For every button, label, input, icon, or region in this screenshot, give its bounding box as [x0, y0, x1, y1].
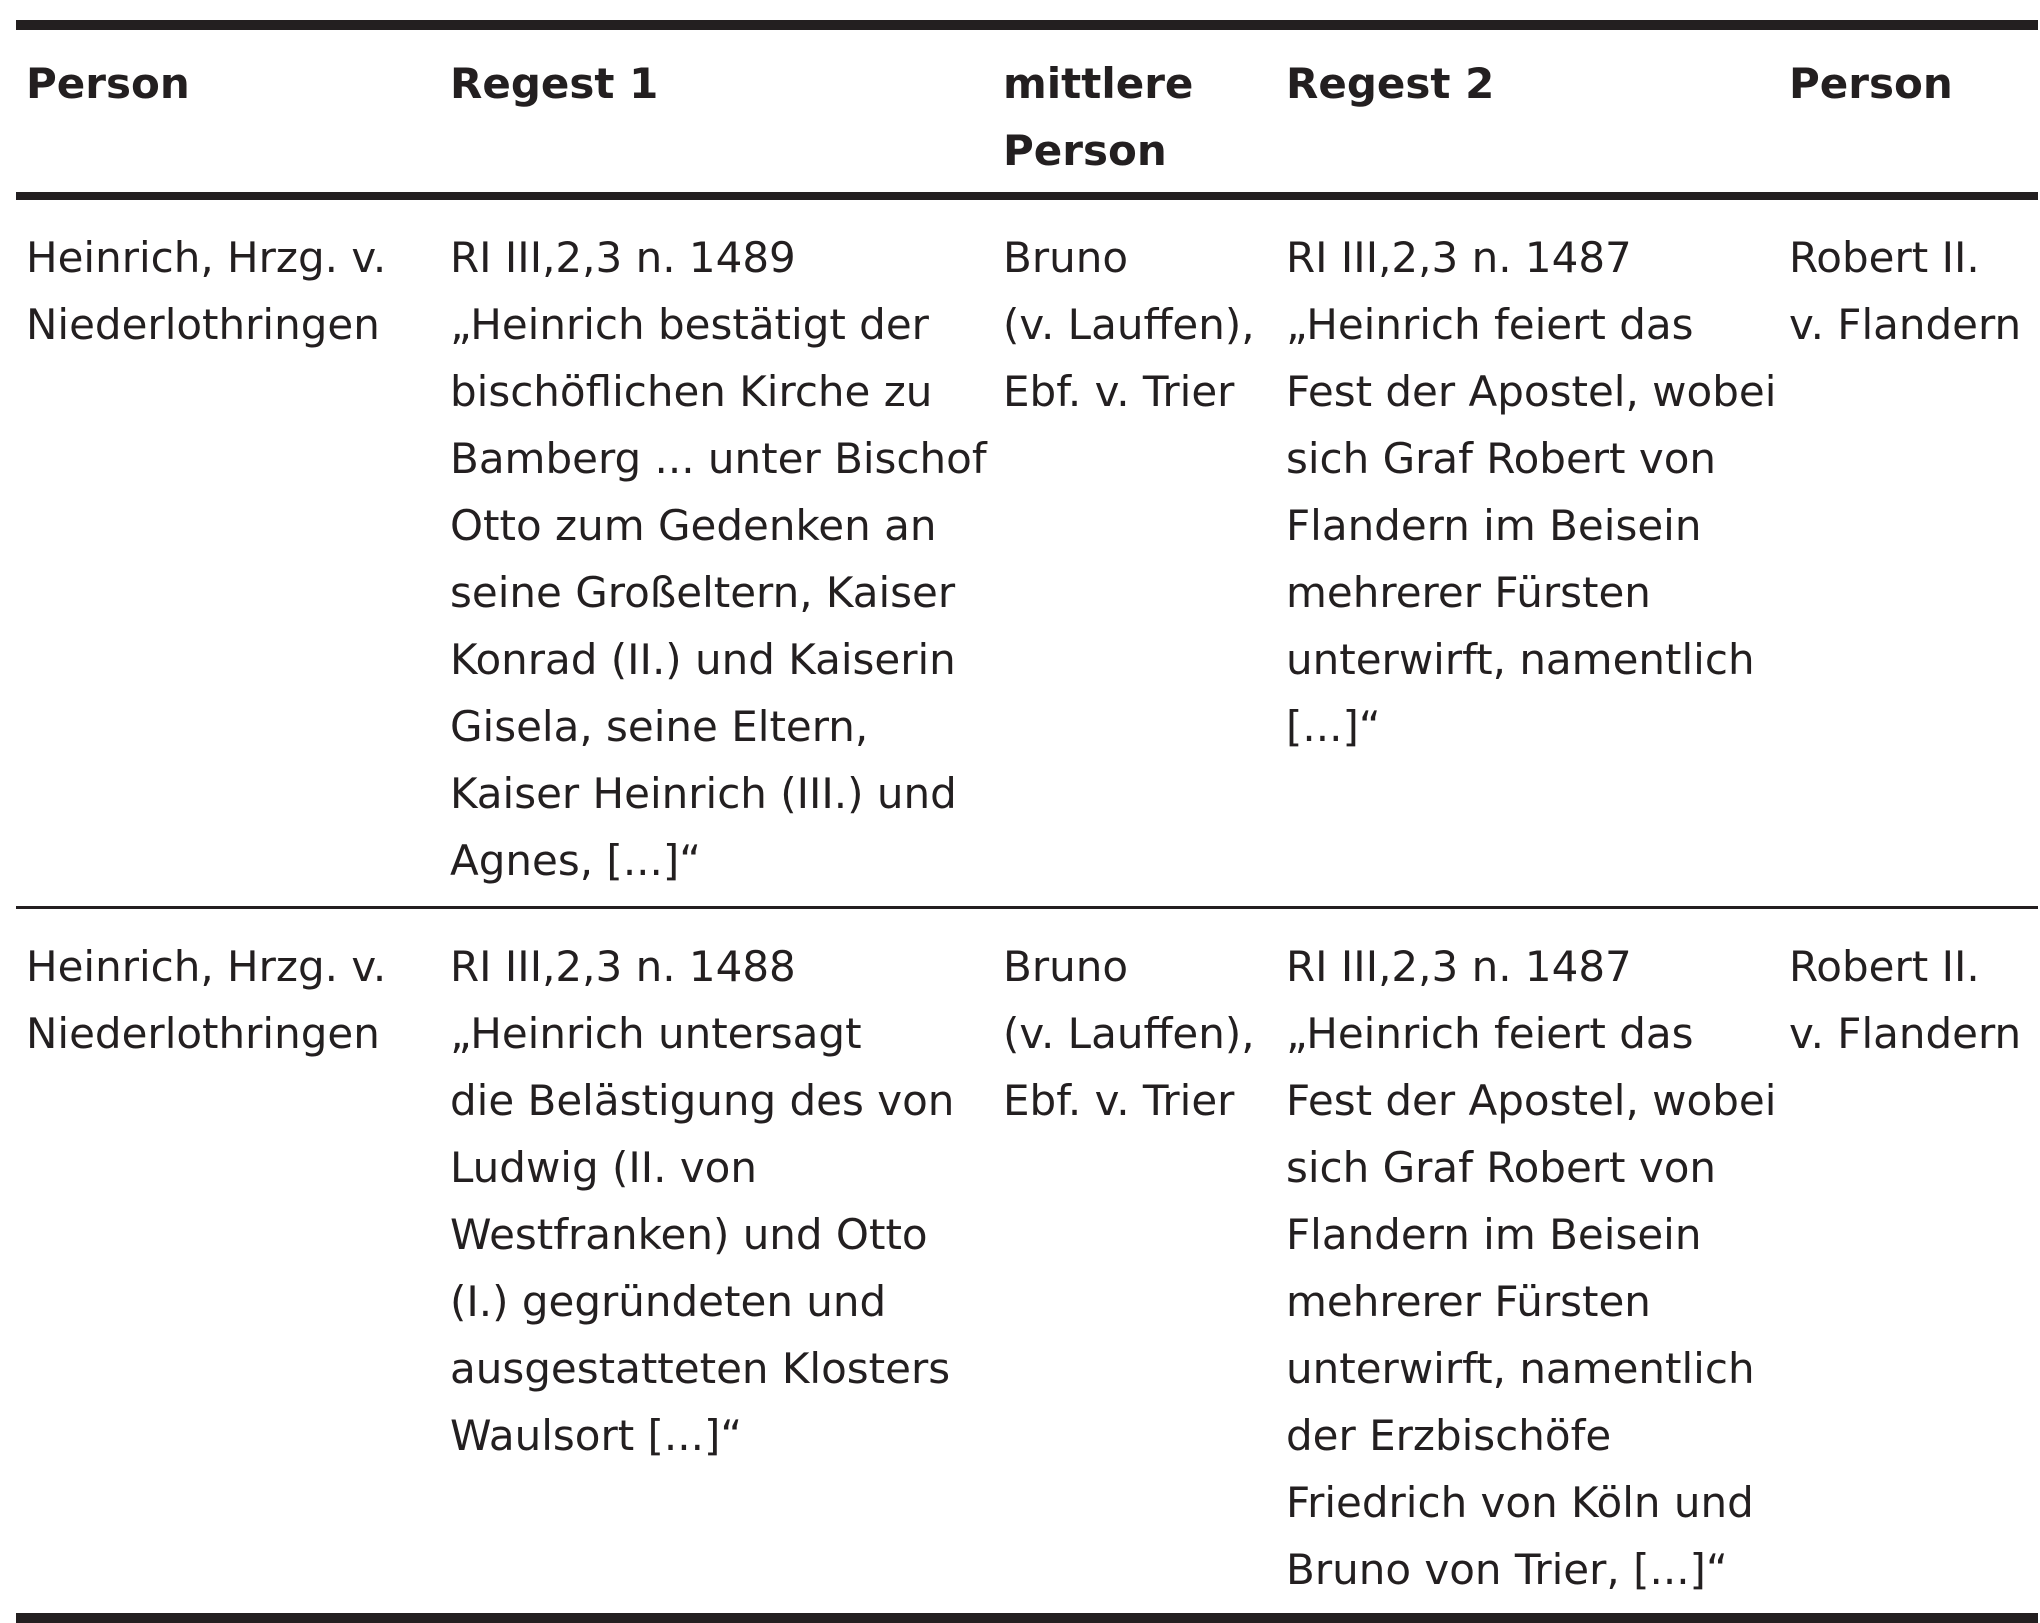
- header-text: Person: [1789, 59, 1953, 108]
- cell-regest-2: [1276, 224, 1779, 894]
- cell-line: (v. Lauffen),: [1003, 1009, 1255, 1058]
- cell-line: Gisela, seine Eltern,: [450, 702, 869, 751]
- cell-line: Konrad (II.) und Kaiserin: [450, 635, 956, 684]
- header-text: mittlere: [1003, 59, 1194, 108]
- header-person-2: [1779, 50, 2038, 184]
- cell-person-1: [16, 933, 440, 1603]
- cell-line: RI III,2,3 n. 1488: [450, 942, 796, 991]
- cell-line: Agnes, [...]“: [450, 836, 702, 885]
- cell-person-2: [1779, 933, 2038, 1603]
- table-row: [16, 200, 2038, 909]
- cell-line: bischöflichen Kirche zu: [450, 367, 933, 416]
- cell-line: Robert II.: [1789, 233, 1980, 282]
- cell-person-1: [16, 224, 440, 894]
- cell-line: Ebf. v. Trier: [1003, 367, 1235, 416]
- cell-line: Bruno: [1003, 233, 1129, 282]
- cell-line: Flandern im Beisein: [1286, 501, 1702, 550]
- cell-line: sich Graf Robert von: [1286, 1143, 1717, 1192]
- cell-line: die Belästigung des von: [450, 1076, 955, 1125]
- cell-line: seine Großeltern, Kaiser: [450, 568, 956, 617]
- cell-line: Kaiser Heinrich (III.) und: [450, 769, 957, 818]
- header-text: Regest 1: [450, 59, 659, 108]
- cell-line: (I.) gegründeten und: [450, 1277, 887, 1326]
- cell-line: Fest der Apostel, wobei: [1286, 1076, 1777, 1125]
- header-regest-1: [440, 50, 993, 184]
- cell-middle-person: [993, 933, 1276, 1603]
- header-text: Person: [1003, 126, 1167, 175]
- cell-line: Niederlothringen: [26, 300, 380, 349]
- cell-line: Flandern im Beisein: [1286, 1210, 1702, 1259]
- cell-line: „Heinrich bestätigt der: [450, 300, 929, 349]
- cell-line: „Heinrich untersagt: [450, 1009, 862, 1058]
- cell-line: der Erzbischöfe: [1286, 1411, 1612, 1460]
- cell-line: Ludwig (II. von: [450, 1143, 758, 1192]
- cell-line: Robert II.: [1789, 942, 1980, 991]
- cell-line: Friedrich von Köln und: [1286, 1478, 1754, 1527]
- header-regest-2: [1276, 50, 1779, 184]
- cell-line: sich Graf Robert von: [1286, 434, 1717, 483]
- cell-regest-1: [440, 933, 993, 1603]
- cell-line: Bruno von Trier, [...]“: [1286, 1545, 1728, 1594]
- cell-line: Bruno: [1003, 942, 1129, 991]
- cell-line: unterwirft, namentlich: [1286, 635, 1755, 684]
- regesten-table: [16, 20, 2038, 1623]
- cell-regest-2: [1276, 933, 1779, 1603]
- header-text: Person: [26, 59, 190, 108]
- cell-line: mehrerer Fürsten: [1286, 1277, 1651, 1326]
- cell-line: „Heinrich feiert das: [1286, 1009, 1694, 1058]
- cell-line: RI III,2,3 n. 1487: [1286, 233, 1632, 282]
- cell-line: Waulsort [...]“: [450, 1411, 743, 1460]
- cell-middle-person: [993, 224, 1276, 894]
- cell-line: RI III,2,3 n. 1489: [450, 233, 796, 282]
- cell-regest-1: [440, 224, 993, 894]
- cell-line: Bamberg ... unter Bischof: [450, 434, 987, 483]
- table-row: [16, 909, 2038, 1613]
- cell-line: Ebf. v. Trier: [1003, 1076, 1235, 1125]
- cell-line: Fest der Apostel, wobei: [1286, 367, 1777, 416]
- header-person-1: [16, 50, 440, 184]
- cell-line: Niederlothringen: [26, 1009, 380, 1058]
- cell-line: Westfranken) und Otto: [450, 1210, 928, 1259]
- cell-line: mehrerer Fürsten: [1286, 568, 1651, 617]
- cell-person-2: [1779, 224, 2038, 894]
- cell-line: (v. Lauffen),: [1003, 300, 1255, 349]
- header-middle-person: [993, 50, 1276, 184]
- cell-line: Heinrich, Hrzg. v.: [26, 233, 387, 282]
- cell-line: Otto zum Gedenken an: [450, 501, 937, 550]
- cell-line: unterwirft, namentlich: [1286, 1344, 1755, 1393]
- cell-line: v. Flandern: [1789, 300, 2022, 349]
- table-header-row: [16, 30, 2038, 200]
- cell-line: v. Flandern: [1789, 1009, 2022, 1058]
- cell-line: „Heinrich feiert das: [1286, 300, 1694, 349]
- cell-line: ausgestatteten Klosters: [450, 1344, 951, 1393]
- cell-line: RI III,2,3 n. 1487: [1286, 942, 1632, 991]
- cell-line: Heinrich, Hrzg. v.: [26, 942, 387, 991]
- cell-line: [...]“: [1286, 702, 1381, 751]
- header-text: Regest 2: [1286, 59, 1495, 108]
